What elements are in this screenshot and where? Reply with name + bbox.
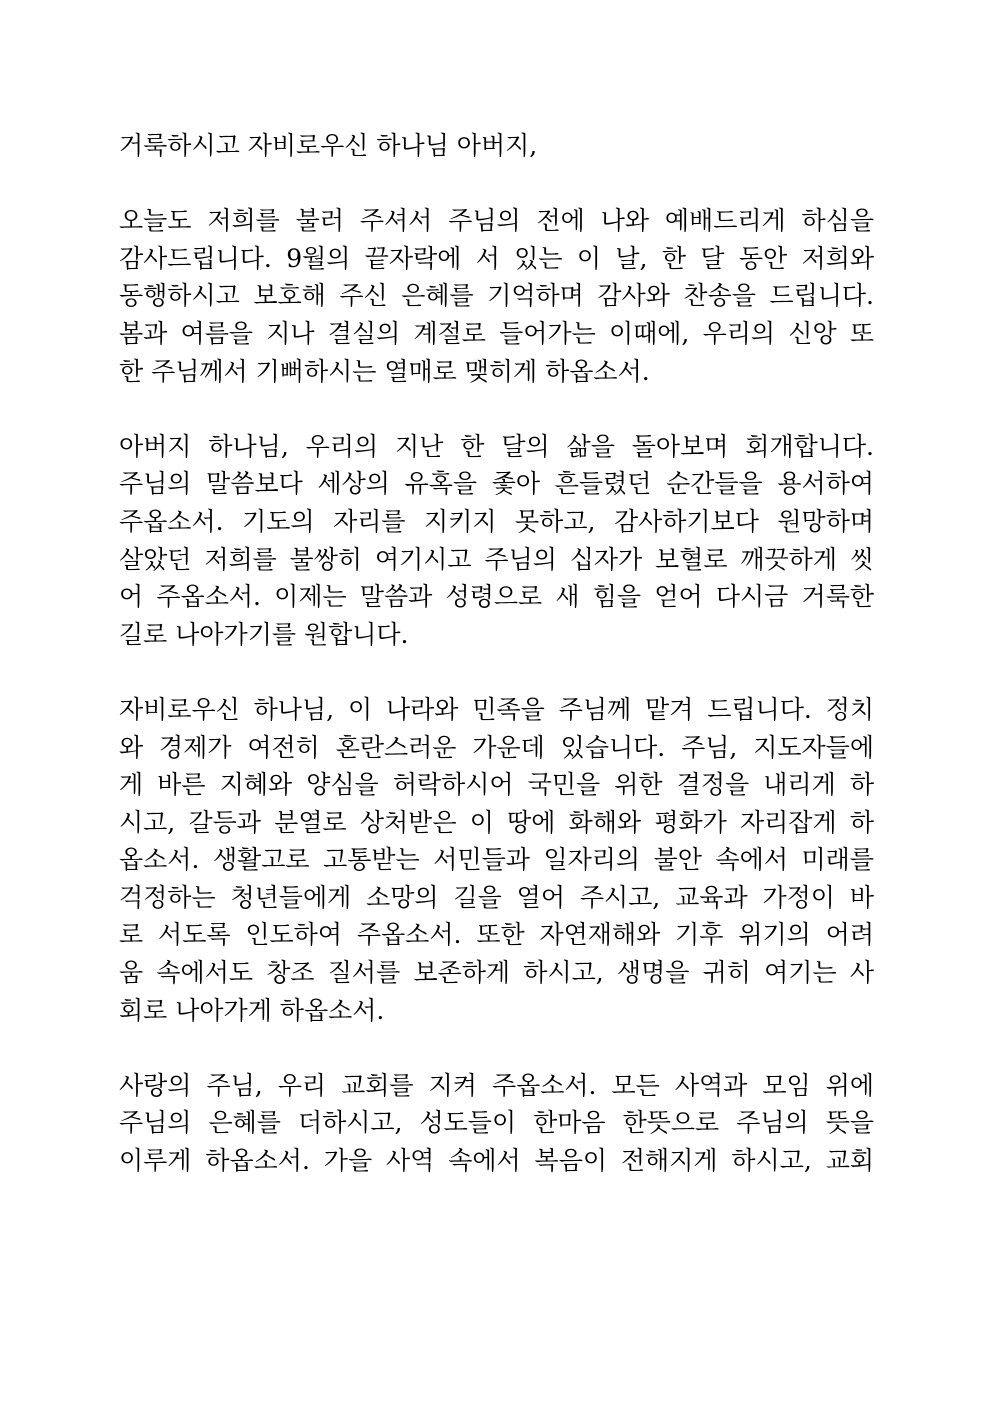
text-line: 걱정하는 청년들에게 소망의 길을 열어 주시고, 교육과 가정이 바	[119, 882, 874, 912]
text-line: 로 서도록 인도하여 주옵소서. 또한 자연재해와 기후 위기의 어려	[119, 920, 874, 950]
text-line: 살았던 저희를 불쌍히 여기시고 주님의 십자가 보혈로 깨끗하게 씻	[119, 544, 874, 574]
text-line: 주님의 말씀보다 세상의 유혹을 좇아 흔들렸던 순간들을 용서하여	[119, 469, 874, 499]
text-line: 동행하시고 보호해 주신 은혜를 기억하며 감사와 찬송을 드립니다.	[119, 281, 874, 311]
paragraph-gap	[119, 1029, 874, 1067]
paragraph-repentance	[119, 428, 874, 654]
text-line: 오늘도 저희를 불러 주셔서 주님의 전에 나와 예배드리게 하심을	[119, 206, 874, 236]
text-line: 봄과 여름을 지나 결실의 계절로 들어가는 이때에, 우리의 신앙 또	[119, 318, 874, 348]
text-line: 사랑의 주님, 우리 교회를 지켜 주옵소서. 모든 사역과 모임 위에	[119, 1070, 874, 1100]
text-line: 와 경제가 여전히 혼란스러운 가운데 있습니다. 주님, 지도자들에	[119, 732, 874, 762]
paragraph-church	[119, 1067, 874, 1180]
text-line: 한 주님께서 기뻐하시는 열매로 맺히게 하옵소서.	[119, 356, 650, 386]
paragraph-gap	[119, 390, 874, 428]
text-line: 옵소서. 생활고로 고통받는 서민들과 일자리의 불안 속에서 미래를	[119, 845, 874, 875]
prayer-document	[119, 127, 874, 1180]
text-line: 이루게 하옵소서. 가을 사역 속에서 복음이 전해지게 하시고, 교회	[119, 1146, 874, 1176]
text-line: 아버지 하나님, 우리의 지난 한 달의 삶을 돌아보며 회개합니다.	[119, 431, 874, 461]
text-line: 자비로우신 하나님, 이 나라와 민족을 주님께 맡겨 드립니다. 정치	[119, 694, 874, 724]
salutation: 거룩하시고 자비로우신 하나님 아버지,	[119, 131, 538, 160]
text-line: 어 주옵소서. 이제는 말씀과 성령으로 새 힘을 얻어 다시금 거룩한	[119, 582, 874, 612]
text-line: 시고, 갈등과 분열로 상처받은 이 땅에 화해와 평화가 자리잡게 하	[119, 807, 874, 837]
text-line: 주님의 은혜를 더하시고, 성도들이 한마음 한뜻으로 주님의 뜻을	[119, 1108, 874, 1138]
text-line: 감사드립니다. 9월의 끝자락에 서 있는 이 날, 한 달 동안 저희와	[119, 243, 874, 273]
text-line: 길로 나아가기를 원합니다.	[119, 619, 409, 649]
text-line: 주옵소서. 기도의 자리를 지키지 못하고, 감사하기보다 원망하며	[119, 506, 874, 536]
paragraph-gap	[119, 653, 874, 691]
paragraph-nation	[119, 691, 874, 1029]
paragraph-thanksgiving	[119, 202, 874, 390]
text-line: 게 바른 지혜와 양심을 허락하시어 국민을 위한 결정을 내리게 하	[119, 770, 874, 800]
paragraph-gap	[119, 165, 874, 203]
text-line: 움 속에서도 창조 질서를 보존하게 하시고, 생명을 귀히 여기는 사	[119, 958, 874, 988]
text-line: 회로 나아가게 하옵소서.	[119, 995, 385, 1025]
